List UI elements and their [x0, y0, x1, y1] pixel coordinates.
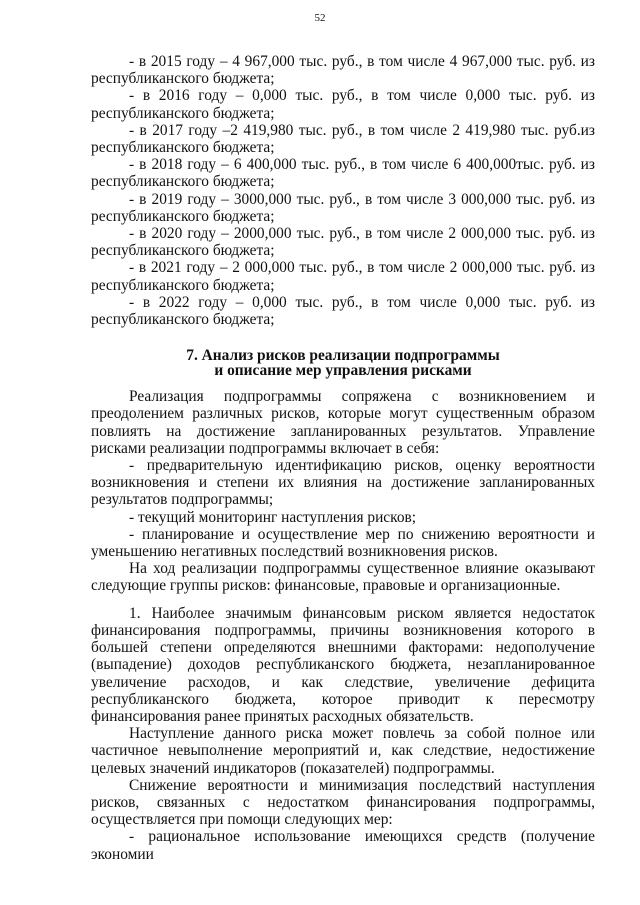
funding-item: - в 2022 году – 0,000 тыс. руб., в том числе 0,000 тыс. руб. из республиканского бюджета; [91, 293, 595, 329]
document-body [91, 53, 595, 863]
funding-item: - в 2015 году – 4 967,000 тыс. руб., в том числе 4 967,000 тыс. руб. из республиканского бюджета; [91, 53, 595, 88]
section-title-line-1: 7. Анализ рисков реализации подпрограммы [186, 347, 500, 365]
funding-item: - в 2018 году – 6 400,000 тыс. руб., в том числе 6 400,000тыс. руб. из республиканского бюджета; [91, 156, 595, 191]
list-item: - текущий мониторинг наступления рисков; [129, 508, 417, 526]
paragraph: На ход реализации подпрограммы существенное влияние оказывают следующие группы рисков: финансовые, правовые и организационные. [91, 560, 595, 595]
paragraph: 1. Наиболее значимым финансовым риском является недостаток финансирования подпрограммы, причины возникновения которого в большей степени определяются внешними факторами: недополучение (выпадение) доходов республиканского бюджета, незапланированное увеличение расходов, и как следствие, увеличение дефицита республиканского бюджета, которое приводит к пересмотру финансирования ранее принятых расходных обязательств. [91, 604, 595, 725]
funding-item: - в 2021 году – 2 000,000 тыс. руб., в том числе 2 000,000 тыс. руб. из республиканского бюджета; [91, 259, 595, 294]
funding-item: - в 2020 году – 2000,000 тыс. руб., в том числе 2 000,000 тыс. руб. из республиканского бюджета; [91, 225, 595, 260]
funding-item: - в 2017 году –2 419,980 тыс. руб., в том числе 2 419,980 тыс. руб.из республиканского бюджета; [91, 121, 595, 157]
funding-item: - в 2016 году – 0,000 тыс. руб., в том числе 0,000 тыс. руб. из республиканского бюджета; [91, 87, 595, 122]
list-item: - предварительную идентификацию рисков, оценку вероятности возникновения и степени их влияния на достижение запланированных результатов подпрограммы; [91, 457, 595, 509]
section-title-line-2: и описание мер управления рисками [214, 362, 472, 380]
page-number: 52 [314, 12, 326, 24]
list-item: - рациональное использование имеющихся средств (получение экономии [91, 828, 595, 863]
paragraph: Наступление данного риска может повлечь за собой полное или частичное невыполнение мероприятий и, как следствие, недостижение целевых значений индикаторов (показателей) подпрограммы. [91, 725, 595, 777]
funding-item: - в 2019 году – 3000,000 тыс. руб., в том числе 3 000,000 тыс. руб. из республиканского бюджета; [91, 190, 595, 225]
paragraph: Реализация подпрограммы сопряжена с возникновением и преодолением различных рисков, которые могут существенным образом повлиять на достижение запланированных результатов. Управление рисками реализации подпрограммы включает в себя: [91, 388, 595, 457]
list-item: - планирование и осуществление мер по снижению вероятности и уменьшению негативных последствий возникновения рисков. [91, 525, 595, 561]
paragraph: Снижение вероятности и минимизация последствий наступления рисков, связанных с недостатком финансирования подпрограммы, осуществляется при помощи следующих мер: [91, 776, 595, 829]
section-heading [91, 348, 595, 378]
